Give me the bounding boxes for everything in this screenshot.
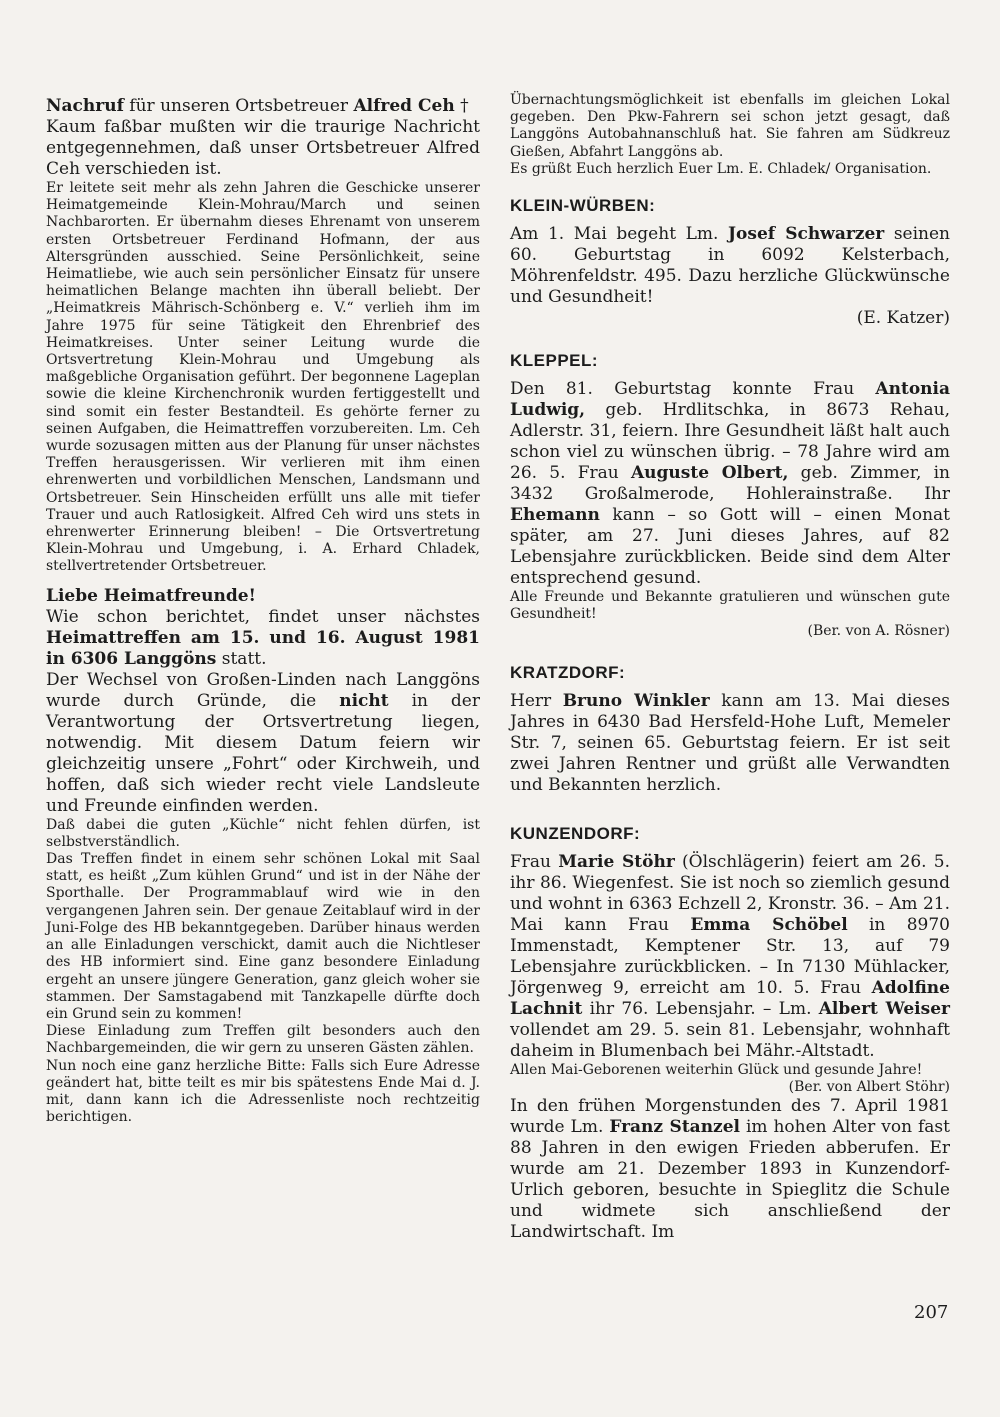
nachruf-mid: für unseren Ortsbetreuer — [123, 96, 354, 116]
kl-t2: geb. Hrdlitschka, in 8673 Rehau, Adlerstr. 31, feiern. Ihre Gesundheit läßt halt auch schon viel zu wünschen übrig. – 78 Jahre wird am 26. 5. Frau — [510, 400, 950, 484]
treffen-paragraph: Das Treffen findet in einem sehr schönen Lokal mit Saal statt, es heißt „Zum kühlen Grund“ und ist in der Nähe der Sporthalle. Der Programmablauf wird wie in den vergangenen Jahren sein. Der genaue Zeitablauf wird in der Juni-Folge des HB bekanntgegeben. Darüber hinaus werden an alle Einladungen verschickt, damit auch die Nichtleser des HB informiert sind. Eine ganz besondere Einladung ergeht an unsere jüngere Generation, ganz gleich woher sie stammen. Der Samstagabend mit Tanzkapelle dürfte doch ein Grund sein zu kommen! — [46, 851, 480, 1022]
kw-name: Josef Schwarzer — [728, 224, 885, 245]
kw-post: seinen 60. Geburtstag in 6092 Kelsterbach, Möhrenfeldstr. 495. Dazu herzliche Glückwünsche und Gesundheit! — [510, 224, 951, 308]
wechsel-paragraph — [46, 670, 480, 817]
liebe-heading — [46, 586, 480, 607]
kratzdorf-heading: KRATZDORF: — [510, 662, 626, 682]
gruss-paragraph: Es grüßt Euch herzlich Euer Lm. E. Chladek/ Organisation. — [510, 160, 932, 177]
kl-t3: geb. Zimmer, in 3432 Großalmerode, Hohlerainstraße. Ihr — [510, 463, 950, 505]
kl-n1: Antonia Ludwig, — [510, 379, 950, 421]
kl-n3: Ehemann — [510, 505, 600, 526]
uebernachtung-paragraph: Übernachtungsmöglichkeit ist ebenfalls im gleichen Lokal gegeben. Den Pkw-Fahrern sei schon jetzt gesagt, daß Langgöns Autobahnanschluß hat. Sie fahren am Südkreuz Gießen, Abfahrt Langgöns ab. — [510, 92, 950, 160]
liebe-bold: Heimattreffen am 15. und 16. August 1981 in 6306 Langgöns — [46, 627, 480, 669]
kunzendorf-closing: Allen Mai-Geborenen weiterhin Glück und gesunde Jahre! — [510, 1061, 923, 1078]
kl-attrib-line — [510, 623, 950, 640]
kw-pre: Am 1. Mai begeht Lm. — [510, 224, 729, 245]
kratzdorf-paragraph — [510, 691, 950, 796]
kl-n2: Auguste Olbert, — [630, 463, 789, 484]
st-s2: im hohen Alter von fast 88 Jahren in den ewigen Frieden abberufen. Er wurde am 21. Dezember 1893 in Kunzendorf-Urlich geboren, besuchte in Spieglitz die Schule und widmete sich anschließend der Landwirtschaft. Im — [510, 1117, 950, 1243]
ku-attrib: (Ber. von Albert Stöhr) — [788, 1078, 950, 1095]
kr-pre: Herr — [510, 690, 563, 711]
klein-wuerben-heading: KLEIN-WÜRBEN: — [510, 196, 656, 216]
wechsel-bold: nicht — [339, 690, 389, 711]
wechsel-post: in der Verantwortung der Ortsvertretung liegen, notwendig. Mit diesem Datum feiern wir gleichzeitig unsere „Fohrt“ oder Kirchweih, und hoffen, daß sich wieder recht viele Landsleute und Freunde einfinden werden. — [46, 690, 480, 816]
nachruf-lead: Kaum faßbar mußten wir die traurige Nachricht entgegennehmen, daß unser Ortsbetreuer Alfred Ceh verschieden ist. — [46, 117, 480, 179]
nachruf-word: Nachruf — [46, 96, 124, 116]
right-column — [510, 92, 950, 1243]
nachruf-heading — [46, 96, 480, 117]
kl-t1: Den 81. Geburtstag konnte Frau — [510, 379, 876, 400]
kleppel-closing: Alle Freunde und Bekannte gratulieren und wünschen gute Gesundheit! — [510, 589, 950, 623]
kl-attrib: (Ber. von A. Rösner) — [807, 623, 950, 640]
kl-t4: kann – so Gott will – einen Monat später, am 27. Juni dieses Jahres, auf 82 Lebensjahre zurückblicken. Beide sind dem Alter entsprechend gesund. — [510, 505, 950, 589]
st-s1: In den frühen Morgenstunden des 7. April 1981 wurde Lm. — [510, 1096, 950, 1138]
ku-t1: Frau — [510, 851, 559, 872]
ku-t4: ihr 76. Lebensjahr. – Lm. — [582, 998, 819, 1019]
kw-attrib: (E. Katzer) — [856, 308, 950, 329]
ku-n4: Albert Weiser — [818, 998, 950, 1019]
kleppel-paragraph — [510, 379, 950, 589]
page-number: 207 — [914, 1302, 949, 1323]
liebe-heading-text: Liebe Heimatfreunde! — [46, 585, 257, 606]
kw-attrib-line — [510, 308, 950, 329]
stanzel-paragraph — [510, 1096, 950, 1243]
ku-n3: Adolfine Lachnit — [510, 977, 950, 1019]
kr-name: Bruno Winkler — [562, 690, 710, 711]
ku-t5: vollendet am 29. 5. sein 81. Lebensjahr, wohnhaft daheim in Blumenbach bei Mähr.-Altstadt. — [510, 1019, 950, 1061]
kuechle-paragraph: Daß dabei die guten „Küchle“ nicht fehlen dürfen, ist selbstverständlich. — [46, 816, 480, 850]
ku-n2: Emma Schöbel — [690, 914, 848, 935]
left-column — [46, 92, 480, 1126]
klein-wuerben-paragraph — [510, 224, 950, 308]
nachruf-body: Er leitete seit mehr als zehn Jahren die Geschicke unserer Heimatgemeinde Klein-Mohrau/March und seinen Nachbarorten. Er übernahm dieses Ehrenamt von unserem ersten Ortsbetreuer Ferdinand Hofmann, der aus Altersgründen ausschied. Seine Persönlichkeit, seine Heimatliebe, wie auch sein persönlicher Einsatz für unsere heimatlichen Belange machten ihn überall beliebt. Der „Heimatkreis Mährisch-Schönberg e. V.“ verlieh ihm im Jahre 1975 für seine Tätigkeit den Ehrenbrief des Heimatkreises. Unter seiner Leitung wurde die Ortsvertretung Klein-Mohrau und Umgebung als maßgebliche Organisation geführt. Der begonnene Lageplan sowie die kleine Kirchenchronik wurden fertiggestellt und sind somit ein fester Bestandteil. Es gehörte ferner zu seinen Aufgaben, die Heimattreffen vorzubereiten. Lm. Ceh wurde sozusagen mitten aus der Planung für unser nächstes Treffen herausgerissen. Wir verlieren mit ihm einen ehrenwerten und vorbildlichen Menschen, Landsmann und Ortsbetreuer. Sein Hinscheiden erfüllt uns alle mit tiefer Trauer und auch Ratlosigkeit. Alfred Ceh wird uns stets in ehrenwerter Erinnerung bleiben! – Die Ortsvertretung Klein-Mohrau und Umgebung, i. A. Erhard Chladek, stellvertretender Ortsbetreuer. — [46, 180, 480, 575]
st-name: Franz Stanzel — [609, 1117, 740, 1138]
kunzendorf-heading: KUNZENDORF: — [510, 823, 641, 843]
kleppel-heading: KLEPPEL: — [510, 351, 599, 371]
liebe-pre: Wie schon berichtet, findet unser nächstes — [46, 606, 480, 627]
nachruf-name: Alfred Ceh — [353, 96, 455, 116]
kr-post: kann am 13. Mai dieses Jahres in 6430 Bad Hersfeld-Hohe Luft, Memeler Str. 7, seinen 65. Geburtstag feiern. Er ist seit zwei Jahren Rentner und grüßt alle Verwandten und Bekannten herzlich. — [510, 690, 950, 795]
liebe-paragraph — [46, 607, 480, 670]
ku-n1: Marie Stöhr — [558, 851, 675, 872]
liebe-post: statt. — [216, 648, 267, 669]
cross-icon: † — [454, 96, 469, 116]
wechsel-pre: Der Wechsel von Großen-Linden nach Langgöns wurde durch Gründe, die — [46, 669, 480, 711]
ku-t3: in 8970 Immenstadt, Kemptener Str. 13, auf 79 Lebensjahre zurückblicken. – In 7130 Mühlacker, Jörgenweg 9, erreicht am 10. 5. Frau — [510, 914, 950, 998]
ku-t2: (Ölschlägerin) feiert am 26. 5. ihr 86. Wiegenfest. Sie ist noch so ziemlich gesund und wohnt in 6363 Echzell 2, Kronstr. 36. – Am 21. Mai kann Frau — [510, 851, 950, 935]
bitte-paragraph: Nun noch eine ganz herzliche Bitte: Falls sich Eure Adresse geändert hat, bitte teilt es mir bis spätestens Ende Mai d. J. mit, dann kann ich die Adressenliste noch rechtzeitig berichtigen. — [46, 1057, 480, 1126]
einladung-paragraph: Diese Einladung zum Treffen gilt besonders auch den Nachbargemeinden, die wir gern zu unseren Gästen zählen. — [46, 1023, 480, 1057]
kunzendorf-paragraph — [510, 852, 950, 1062]
ku-attrib-line — [510, 1079, 950, 1096]
